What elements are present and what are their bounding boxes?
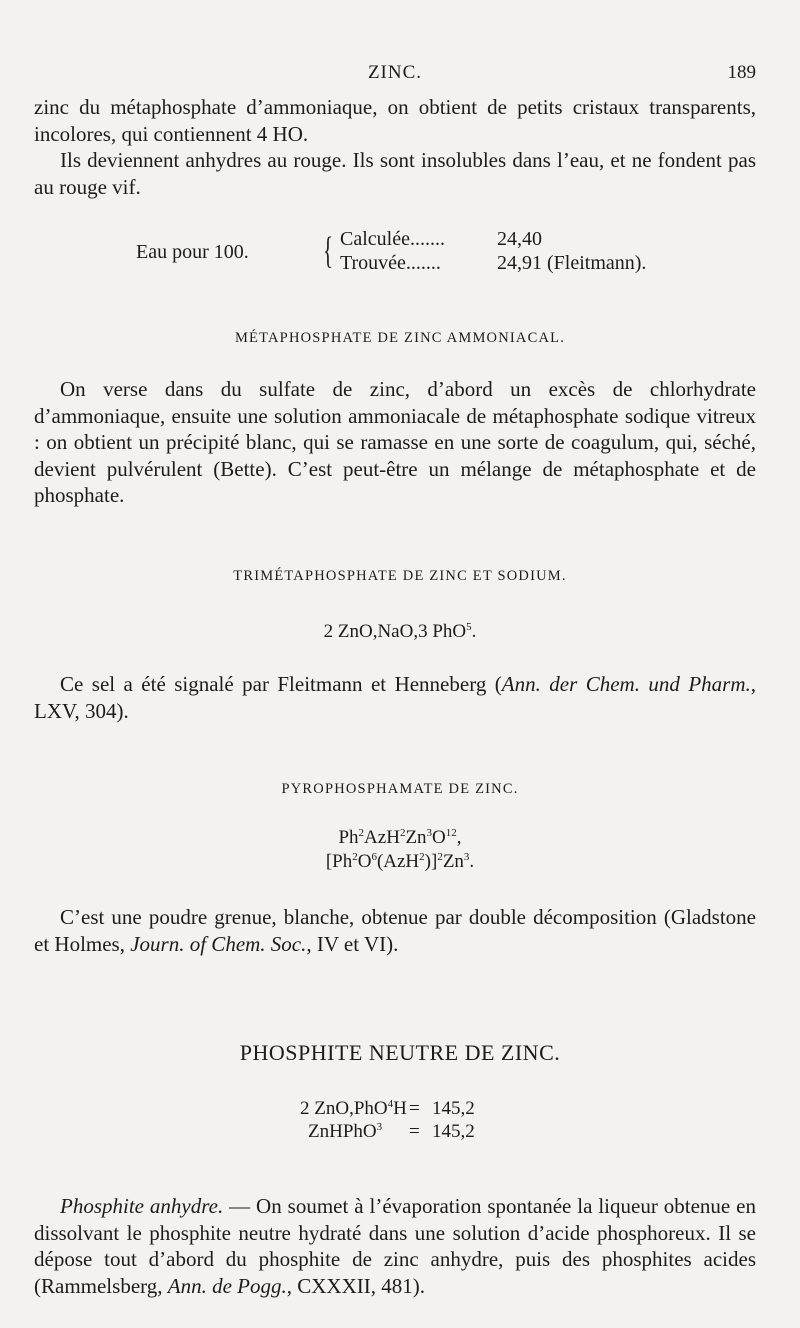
running-title: ZINC. <box>367 62 423 83</box>
paragraph-anhydrous: Ils deviennent anhydres au rouge. Ils sont insolubles dans l’eau, et ne fondent pas au rouge vif. <box>34 148 756 199</box>
phosphite-equations <box>300 1097 475 1143</box>
section-heading-pyrophosphamate: PYROPHOSPHAMATE DE ZINC. <box>281 781 519 797</box>
found-row: Trouvée....... 24,91 (Fleitmann). <box>340 252 647 274</box>
equation-row: 2 ZnO,PhO$^4$H = 145,2 <box>300 1098 475 1119</box>
water-label: Eau pour 100. <box>136 241 249 263</box>
section-heading-trimetaphosphate: TRIMÉTAPHOSPHATE DE ZINC ET SODIUM. <box>233 568 567 584</box>
page-number: 189 <box>727 62 756 83</box>
section-heading-phosphite: PHOSPHITE NEUTRE DE ZINC. <box>239 1040 561 1065</box>
paragraph-trimetaphosphate: Ce sel a été signalé par Fleitmann et Henneberg (Ann. der Chem. und Pharm., LXV, 304). <box>34 672 756 723</box>
calculated-row: Calculée....... 24,40 <box>340 228 542 250</box>
water-content-table <box>0 228 800 274</box>
formula-trimetaphosphate: 2 ZnO,NaO,3 PhO$^5$. <box>323 621 477 642</box>
paragraph-pyrophosphamate: C’est une poudre grenue, blanche, obtenue par double décomposition (Gladstone et Holmes, Journ. of Chem. Soc., IV et VI). <box>34 905 756 956</box>
equation-row: ZnHPhO$^3$ = 145,2 <box>308 1121 475 1142</box>
section-heading-metaphosphate: MÉTAPHOSPHATE DE ZINC AMMONIACAL. <box>234 330 566 346</box>
paragraph-phosphite-anhydre: Phosphite anhydre. — On soumet à l’évaporation spontanée la liqueur obtenue en dissolvant le phosphite neutre hydraté dans une solution d’acide phosphoreux. Il se dépose tout d’abord du phosphite de zinc anhydre, puis des phosphites acides (Rammelsberg, Ann. de Pogg., CXXXII, 481). <box>34 1194 756 1298</box>
paragraph-continuation: zinc du métaphosphate d’ammoniaque, on obtient de petits cristaux transparents, incolores, qui contiennent 4 HO. <box>34 95 756 146</box>
brace-glyph: { <box>323 230 334 272</box>
formula-pyrophosphamate-2: $[Ph^2O^6(AzH^2)]^2Zn^3$. <box>325 851 475 872</box>
page-header <box>34 62 756 86</box>
paragraph-metaphosphate: On verse dans du sulfate de zinc, d’abord un excès de chlorhydrate d’ammoniaque, ensuite une solution ammoniacale de métaphosphate sodique vitreux : on obtient un précipité blanc, qui se ramasse en une sorte de coagulum, qui, séché, devient pulvérulent (Bette). C’est peut-être un mélange de métaphosphate et de phosphate. <box>34 377 756 507</box>
formula-pyrophosphamate-1: $Ph^2AzH^2Zn^3O^{12}$, <box>338 827 462 848</box>
